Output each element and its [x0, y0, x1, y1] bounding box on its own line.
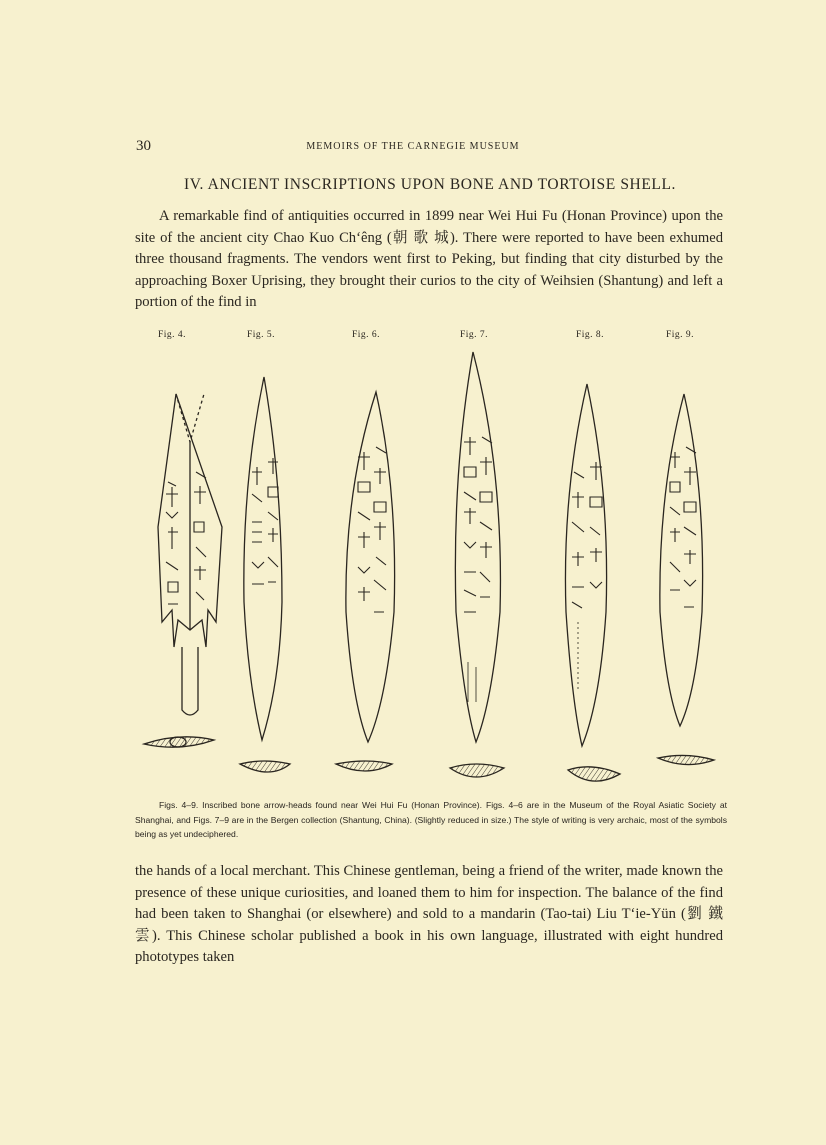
arrowhead-fig-7	[450, 352, 504, 777]
page-number: 30	[136, 138, 151, 154]
arrowhead-drawings	[130, 322, 730, 792]
arrowhead-fig-9	[658, 394, 714, 765]
fig-label-4: Fig. 4.	[158, 330, 187, 340]
figure-plate	[130, 322, 730, 792]
figure-caption	[135, 798, 727, 842]
fig-label-6: Fig. 6.	[352, 330, 381, 340]
fig-label-9: Fig. 9.	[666, 330, 695, 340]
body-paragraph-2: the hands of a local merchant. This Chinese gentleman, being a friend of the writer, made known the presence of these unique curiosities, and loaned them to him for inspection. The balance of the find had been taken to Shanghai (or elsewhere) and sold to a mandarin (Tao-tai) Liu T‘ie-Yün (劉 鐵 雲). This Chinese scholar published a book in his own language, illustrated with eight hundred phototypes taken	[135, 863, 723, 966]
body-paragraph-1: A remarkable find of antiquities occurred in 1899 near Wei Hui Fu (Honan Province) upon the site of the ancient city Chao Kuo Ch‘êng (朝 歌 城). There were reported to have been exhumed three thousand fragments. The vendors went first to Peking, but finding that city disturbed by the approaching Boxer Uprising, they brought their curios to the city of Weihsien (Shantung) and left a portion of the find in	[135, 208, 723, 311]
inscription-glyphs	[166, 437, 696, 702]
arrowhead-fig-8	[565, 384, 620, 781]
fig-label-5: Fig. 5.	[247, 330, 276, 340]
fig-label-7: Fig. 7.	[460, 330, 489, 340]
arrowhead-fig-4	[144, 394, 222, 747]
section-heading: IV. ANCIENT INSCRIPTIONS UPON BONE AND TORTOISE SHELL.	[183, 176, 677, 193]
fig-label-8: Fig. 8.	[576, 330, 605, 340]
arrowhead-fig-6	[336, 392, 395, 771]
arrowhead-fig-5	[240, 377, 290, 772]
running-head: MEMOIRS OF THE CARNEGIE MUSEUM	[306, 141, 520, 152]
figure-caption-text: Figs. 4–9. Inscribed bone arrow-heads found near Wei Hui Fu (Honan Province). Figs. 4–6 are in the Museum of the Royal Asiatic Society at Shanghai, and Figs. 7–9 are in the Bergen collection (Shantung, China). (Slightly reduced in size.) The style of writing is very archaic, most of the symbols being as yet undeciphered.	[135, 800, 727, 839]
